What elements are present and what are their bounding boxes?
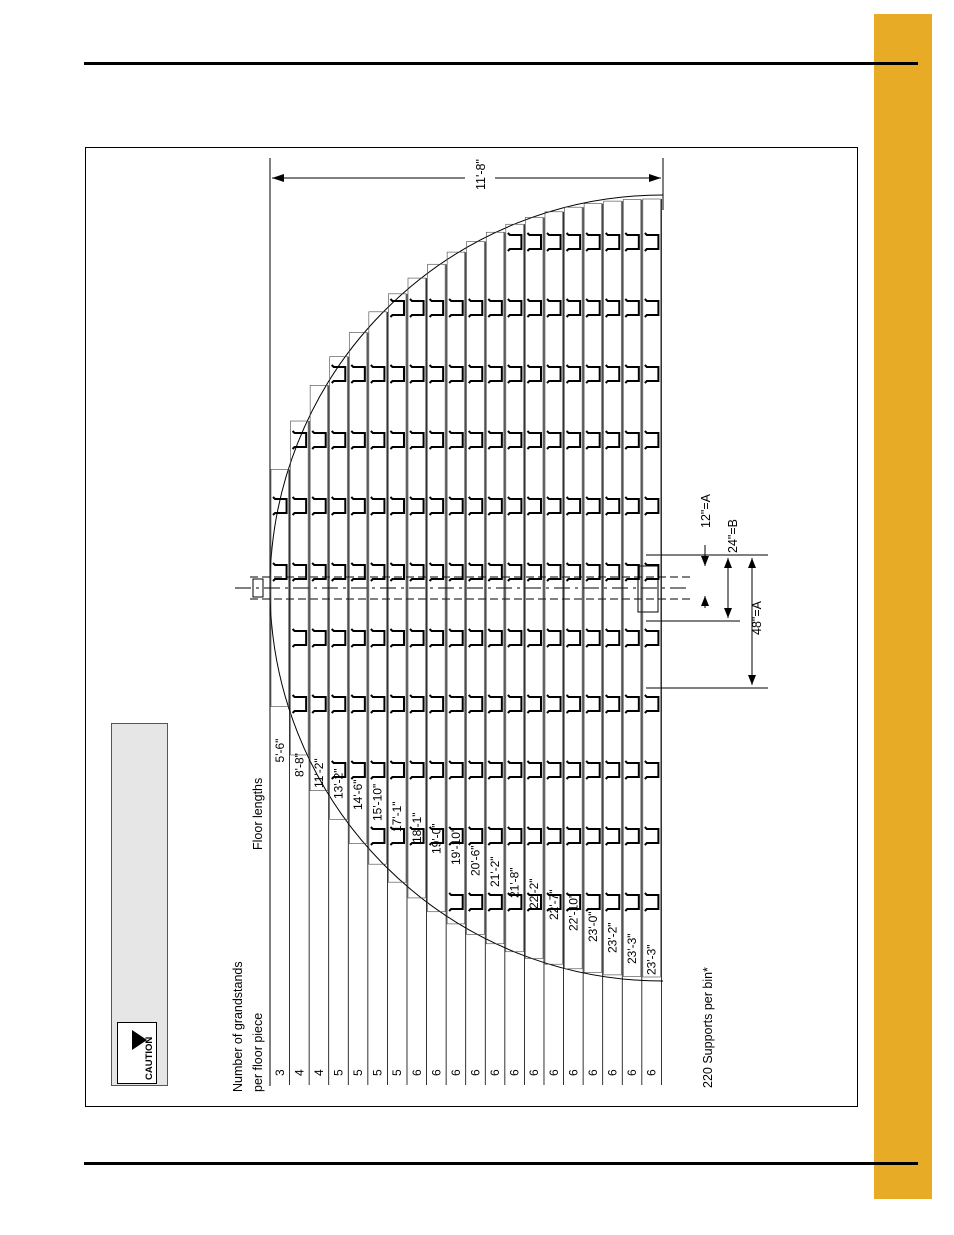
grandstand-support <box>293 629 307 647</box>
grandstand-support <box>351 497 365 515</box>
grandstand-support <box>273 563 287 581</box>
grandstand-support <box>625 365 639 383</box>
grandstand-support <box>410 629 424 647</box>
grandstand-support <box>488 695 502 713</box>
grandstand-support <box>430 431 444 449</box>
grandstand-support <box>332 563 346 581</box>
grandstand-support <box>508 233 522 251</box>
grandstand-support <box>567 431 581 449</box>
grandstand-support <box>312 497 326 515</box>
floor-length-label: 22'-10" <box>566 893 581 931</box>
grandstand-count: 5 <box>370 1069 385 1076</box>
grandstand-support <box>547 365 561 383</box>
grandstand-support <box>586 299 600 317</box>
floor-length-label: 15'-10" <box>370 783 385 821</box>
grandstand-support <box>586 629 600 647</box>
grandstand-support <box>371 497 385 515</box>
grandstand-support <box>547 431 561 449</box>
grandstand-support <box>625 497 639 515</box>
grandstand-support <box>547 497 561 515</box>
grandstand-support <box>508 299 522 317</box>
grandstand-support <box>312 629 326 647</box>
grandstand-support <box>567 695 581 713</box>
grandstand-support <box>449 893 463 911</box>
grandstand-support <box>508 695 522 713</box>
grandstand-support <box>488 827 502 845</box>
grandstand-support <box>527 761 541 779</box>
grandstand-support <box>567 761 581 779</box>
grandstand-support <box>410 695 424 713</box>
grandstand-support <box>606 893 620 911</box>
grandstand-support <box>390 299 404 317</box>
grandstand-support <box>469 299 483 317</box>
grandstand-support <box>645 497 659 515</box>
floor-lengths-header: Floor lengths <box>251 777 265 850</box>
grandstand-support <box>527 497 541 515</box>
grandstand-support <box>508 761 522 779</box>
grandstand-support <box>586 695 600 713</box>
grandstand-support <box>351 629 365 647</box>
grandstand-support <box>645 893 659 911</box>
grandstand-support <box>430 761 444 779</box>
grandstand-support <box>410 299 424 317</box>
grandstand-support <box>390 761 404 779</box>
grandstand-support <box>547 629 561 647</box>
grandstand-support <box>586 233 600 251</box>
grandstand-support <box>390 629 404 647</box>
grandstand-count: 6 <box>448 1069 463 1076</box>
grandstand-support <box>625 893 639 911</box>
grandstand-support <box>469 695 483 713</box>
grandstand-support <box>586 761 600 779</box>
floor-length-label: 13'-2" <box>331 768 346 799</box>
dimension-b: 24"=B <box>726 519 740 553</box>
grandstand-support <box>449 695 463 713</box>
grandstand-support <box>606 629 620 647</box>
grandstand-count: 6 <box>605 1069 620 1076</box>
grandstand-support <box>371 827 385 845</box>
grandstand-support <box>312 431 326 449</box>
grandstand-support <box>645 563 659 581</box>
floor-length-label: 23'-2" <box>605 922 620 953</box>
grandstand-support <box>606 365 620 383</box>
grandstand-count: 6 <box>625 1069 640 1076</box>
grandstand-support <box>586 497 600 515</box>
floor-length-label: 19'-0" <box>429 823 444 854</box>
grandstand-support <box>606 827 620 845</box>
grandstand-support <box>371 563 385 581</box>
grandstand-support <box>606 299 620 317</box>
grandstand-support <box>390 695 404 713</box>
grandstand-support <box>606 695 620 713</box>
floor-length-label: 22'-2" <box>527 878 542 909</box>
grandstand-support <box>488 497 502 515</box>
supports-note: 220 Supports per bin* <box>701 967 715 1088</box>
grandstand-support <box>606 761 620 779</box>
grandstand-support <box>625 299 639 317</box>
grandstand-support <box>410 431 424 449</box>
grandstand-support <box>567 365 581 383</box>
floor-length-label: 20'-6" <box>468 845 483 876</box>
grandstand-support <box>527 827 541 845</box>
grandstand-support <box>312 563 326 581</box>
grandstand-count: 4 <box>311 1069 326 1076</box>
grandstand-support <box>430 365 444 383</box>
floor-length-label: 23'-3" <box>644 944 659 975</box>
caution-text: CAUTION <box>144 1036 155 1080</box>
grandstand-support <box>410 497 424 515</box>
grandstand-support <box>293 497 307 515</box>
grandstand-count: 5 <box>390 1069 405 1076</box>
grandstand-support <box>567 299 581 317</box>
grandstand-support <box>547 761 561 779</box>
grandstand-support <box>371 695 385 713</box>
grandstand-support <box>645 695 659 713</box>
floor-length-label: 18'-1" <box>409 812 424 843</box>
grandstand-support <box>586 893 600 911</box>
floor-length-label: 23'-3" <box>625 933 640 964</box>
grandstand-support <box>508 431 522 449</box>
grandstand-support <box>488 761 502 779</box>
grandstand-support <box>567 629 581 647</box>
grandstand-support <box>645 761 659 779</box>
grandstand-support <box>332 629 346 647</box>
grandstand-support <box>527 233 541 251</box>
grandstand-support <box>449 563 463 581</box>
grandstand-count: 6 <box>409 1069 424 1076</box>
grandstand-support <box>625 563 639 581</box>
grandstand-support <box>351 431 365 449</box>
grandstand-support <box>488 299 502 317</box>
grandstand-count: 6 <box>644 1069 659 1076</box>
grandstand-support <box>488 365 502 383</box>
grandstand-count: 6 <box>566 1069 581 1076</box>
grandstand-support <box>567 827 581 845</box>
grandstand-support <box>527 695 541 713</box>
grandstand-support <box>625 629 639 647</box>
grandstand-count: 6 <box>488 1069 503 1076</box>
grandstand-support <box>390 563 404 581</box>
grandstand-support <box>586 365 600 383</box>
grandstand-support <box>410 563 424 581</box>
radius-dimension: 11'-8" <box>474 159 488 190</box>
grandstand-count: 5 <box>331 1069 346 1076</box>
grandstand-support <box>273 497 287 515</box>
grandstand-support <box>293 695 307 713</box>
grandstand-support <box>332 431 346 449</box>
grandstand-support <box>449 431 463 449</box>
grandstand-count: 3 <box>272 1069 287 1076</box>
grandstand-support <box>332 695 346 713</box>
grandstand-support <box>567 497 581 515</box>
grandstand-support <box>508 497 522 515</box>
grandstand-support <box>371 365 385 383</box>
grandstand-support <box>293 563 307 581</box>
floor-length-label: 21'-8" <box>507 867 522 898</box>
grandstand-support <box>645 827 659 845</box>
grandstand-support <box>625 431 639 449</box>
floor-length-label: 8'-8" <box>292 753 307 777</box>
grandstand-support <box>469 827 483 845</box>
grandstand-support <box>390 365 404 383</box>
grandstand-support <box>508 893 522 911</box>
grandstand-count: 4 <box>292 1069 307 1076</box>
grandstand-support <box>547 827 561 845</box>
grandstand-support <box>449 761 463 779</box>
grandstand-support <box>430 629 444 647</box>
grandstand-support <box>508 563 522 581</box>
grandstand-support <box>449 629 463 647</box>
grandstand-support <box>527 563 541 581</box>
grandstand-support <box>488 431 502 449</box>
grandstand-support <box>527 629 541 647</box>
grandstand-support <box>430 695 444 713</box>
grandstand-support <box>547 695 561 713</box>
grandstand-support <box>351 365 365 383</box>
grandstand-support <box>645 431 659 449</box>
grandstand-support <box>527 365 541 383</box>
grandstand-support <box>469 563 483 581</box>
grandstand-support <box>625 761 639 779</box>
grandstand-support <box>351 761 365 779</box>
grandstand-support <box>312 695 326 713</box>
grandstand-support <box>390 827 404 845</box>
grandstand-support <box>488 629 502 647</box>
grandstand-support <box>390 497 404 515</box>
floor-length-label: 17'-1" <box>390 801 405 832</box>
grandstand-support <box>371 431 385 449</box>
grandstand-support <box>430 497 444 515</box>
grandstand-support <box>469 893 483 911</box>
grandstand-support <box>586 827 600 845</box>
grandstand-support <box>586 431 600 449</box>
grandstand-support <box>449 497 463 515</box>
grandstand-support <box>469 365 483 383</box>
grandstand-support <box>567 233 581 251</box>
grandstand-support <box>586 563 600 581</box>
grandstand-support <box>410 761 424 779</box>
grandstand-count: 6 <box>546 1069 561 1076</box>
floor-length-label: 14'-6" <box>351 779 366 810</box>
grandstand-support <box>645 365 659 383</box>
floor-length-label: 22'-7" <box>546 889 561 920</box>
grandstand-count: 6 <box>507 1069 522 1076</box>
grandstand-support <box>625 827 639 845</box>
grandstand-support <box>567 563 581 581</box>
grandstand-support <box>430 299 444 317</box>
grandstand-support <box>547 563 561 581</box>
grandstand-support <box>606 497 620 515</box>
grandstand-support <box>469 431 483 449</box>
grandstand-support <box>488 893 502 911</box>
floor-length-label: 5'-6" <box>272 738 287 763</box>
grandstand-count: 5 <box>351 1069 366 1076</box>
dimension-a-large: 48"=A <box>750 601 764 635</box>
grandstand-support <box>430 563 444 581</box>
grandstand-support <box>625 695 639 713</box>
grandstand-support <box>508 629 522 647</box>
grandstand-count: 6 <box>585 1069 600 1076</box>
grandstand-support <box>351 695 365 713</box>
grandstand-support <box>606 233 620 251</box>
grandstand-support <box>508 365 522 383</box>
grandstand-support <box>410 365 424 383</box>
floor-length-label: 23'-0" <box>585 911 600 942</box>
grandstand-support <box>527 299 541 317</box>
grandstand-support <box>625 233 639 251</box>
grandstand-support <box>449 365 463 383</box>
grandstand-support <box>606 431 620 449</box>
grandstand-count: 6 <box>468 1069 483 1076</box>
grandstands-header-line2: per floor piece <box>251 1012 265 1092</box>
grandstand-support <box>469 629 483 647</box>
grandstand-support <box>606 563 620 581</box>
grandstand-count: 6 <box>429 1069 444 1076</box>
floor-length-label: 21'-2" <box>488 856 503 887</box>
grandstand-support <box>547 233 561 251</box>
grandstand-support <box>351 563 365 581</box>
grandstands-header-line1: Number of grandstands <box>231 961 245 1092</box>
grandstand-support <box>547 299 561 317</box>
dimension-a-small: 12"=A <box>699 494 713 528</box>
grandstand-support <box>645 299 659 317</box>
grandstand-count: 6 <box>527 1069 542 1076</box>
grandstand-support <box>332 497 346 515</box>
grandstand-support <box>645 233 659 251</box>
grandstand-support <box>390 431 404 449</box>
grandstand-support <box>645 629 659 647</box>
grandstand-support <box>371 629 385 647</box>
floor-length-label: 19'-10" <box>448 827 463 865</box>
grandstand-support <box>527 431 541 449</box>
floor-length-label: 11'-2" <box>311 758 326 788</box>
grandstand-support <box>488 563 502 581</box>
grandstand-support <box>371 761 385 779</box>
grandstand-support <box>508 827 522 845</box>
grandstand-support <box>469 497 483 515</box>
grandstand-support <box>449 299 463 317</box>
grandstand-support <box>469 761 483 779</box>
